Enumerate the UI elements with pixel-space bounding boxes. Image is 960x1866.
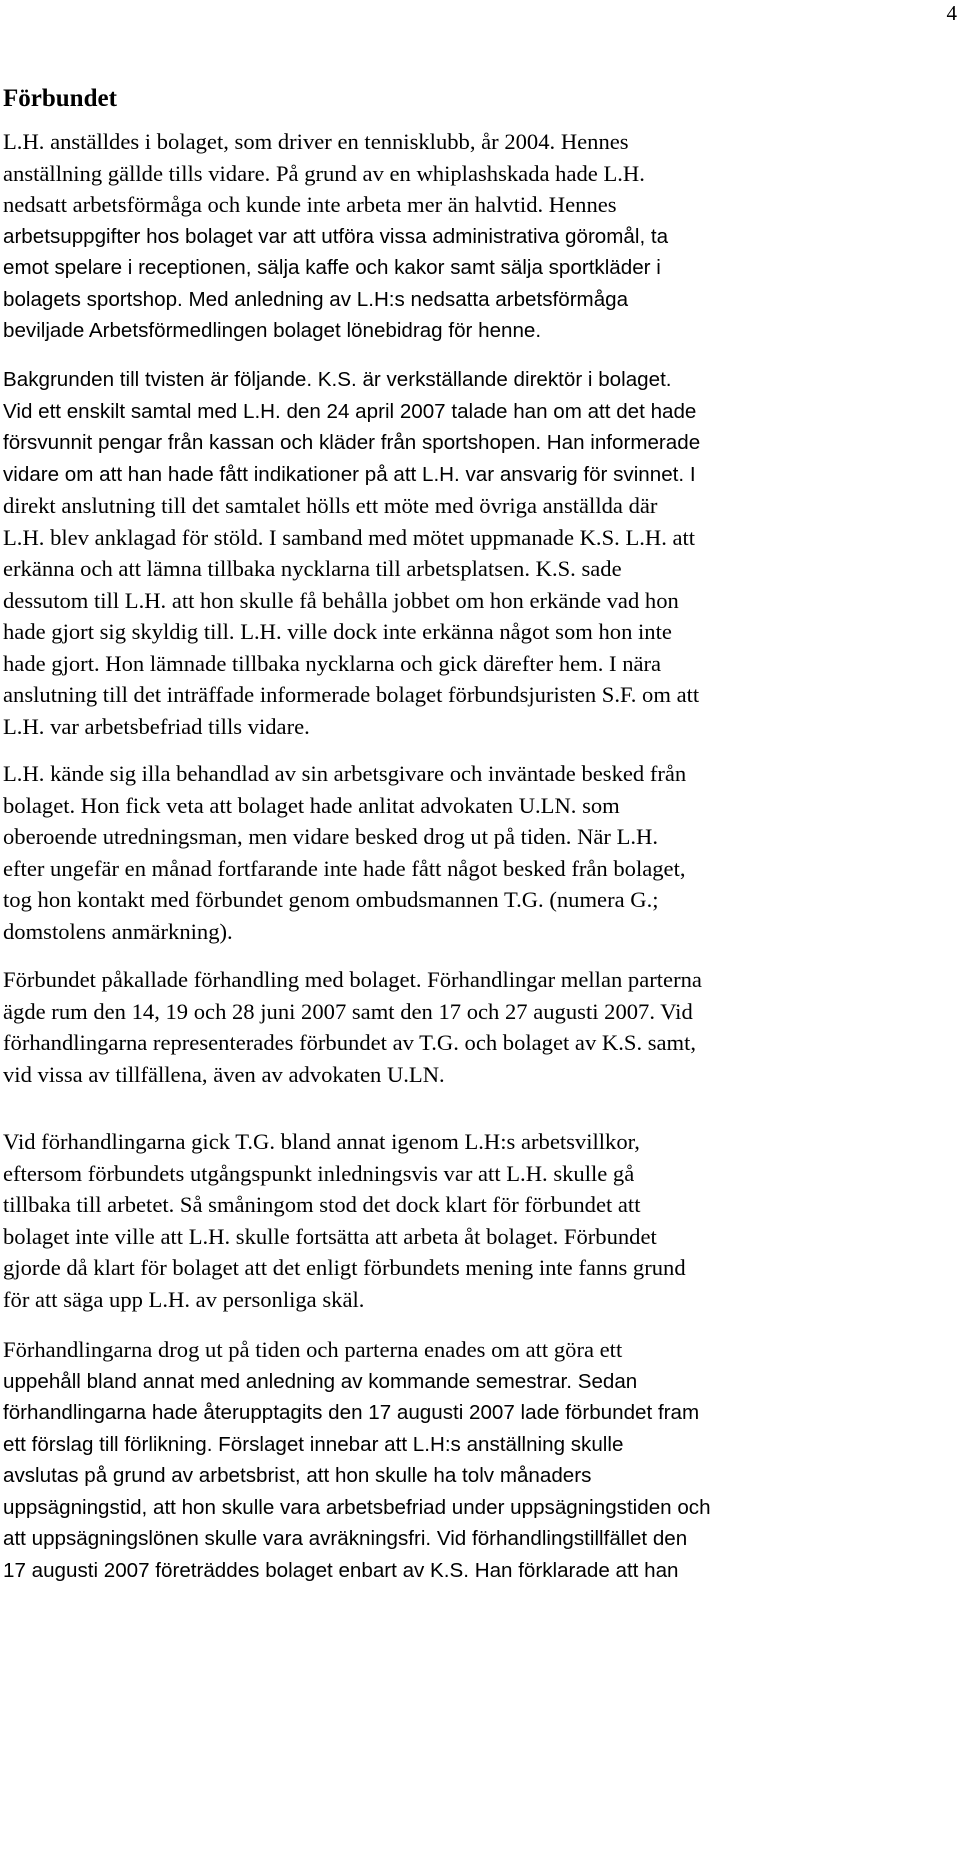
paragraph-line: domstolens anmärkning). — [3, 918, 233, 944]
paragraph-line: Bakgrunden till tvisten är följande. K.S. är verkställande direktör i bolaget. — [3, 368, 672, 391]
paragraph-line: hade gjort. Hon lämnade tillbaka nycklarna och gick därefter hem. I nära — [3, 650, 662, 676]
paragraph-line: oberoende utredningsman, men vidare besked drog ut på tiden. När L.H. — [3, 824, 659, 849]
paragraph-line: nedsatt arbetsförmåga och kunde inte arbeta mer än halvtid. Hennes — [3, 192, 617, 217]
paragraph-line: vid vissa av tillfällena, även av advokaten U.LN. — [3, 1061, 445, 1087]
paragraph-2 — [3, 364, 700, 742]
paragraph-line: Vid ett enskilt samtal med L.H. den 24 april 2007 talade han om att det hade — [3, 399, 697, 423]
paragraph-line: direkt anslutning till det samtalet hölls ett möte med övriga anställda där — [3, 493, 658, 518]
paragraph-line: emot spelare i receptionen, sälja kaffe och kakor samt sälja sportkläder i — [3, 256, 661, 279]
paragraph-line: erkänna och att lämna tillbaka nycklarna till arbetsplatsen. K.S. sade — [3, 556, 622, 581]
paragraph-line: förhandlingarna hade återupptagits den 17 augusti 2007 lade förbundet fram — [3, 1401, 700, 1424]
paragraph-line: ett förslag till förlikning. Förslaget innebar att L.H:s anställning skulle — [3, 1432, 624, 1456]
paragraph-line: arbetsuppgifter hos bolaget var att utföra vissa administrativa göromål, ta — [3, 224, 669, 248]
paragraph-line: L.H. anställdes i bolaget, som driver en tennisklubb, år 2004. Hennes — [3, 129, 629, 154]
paragraph-line: eftersom förbundets utgångspunkt inledningsvis var att L.H. skulle gå — [3, 1160, 635, 1186]
paragraph-1 — [3, 126, 668, 347]
paragraph-line: anställning gällde tills vidare. På grund av en whiplashskada hade L.H. — [3, 160, 645, 186]
paragraph-line: tog hon kontakt med förbundet genom ombudsmannen T.G. (numera G.; — [3, 887, 659, 912]
paragraph-line: L.H. blev anklagad för stöld. I samband med mötet uppmanade K.S. L.H. att — [3, 524, 696, 550]
page-number: 4 — [946, 1, 957, 25]
paragraph-5 — [3, 1126, 686, 1315]
paragraph-line: bolaget inte ville att L.H. skulle fortsätta att arbeta åt bolaget. Förbundet — [3, 1223, 657, 1249]
paragraph-line: ägde rum den 14, 19 och 28 juni 2007 samt den 17 och 27 augusti 2007. Vid — [3, 998, 693, 1024]
paragraph-line: bolagets sportshop. Med anledning av L.H:s nedsatta arbetsförmåga — [3, 287, 629, 311]
paragraph-line: hade gjort sig skyldig till. L.H. ville dock inte erkänna något som hon inte — [3, 619, 672, 644]
paragraph-line: efter ungefär en månad fortfarande inte hade fått något besked från bolaget, — [3, 855, 686, 881]
paragraph-line: gjorde då klart för bolaget att det enligt förbundets mening inte fanns grund — [3, 1255, 686, 1280]
paragraph-line: Förhandlingarna drog ut på tiden och parterna enades om att göra ett — [3, 1337, 623, 1362]
paragraph-line: uppehåll bland annat med anledning av kommande semestrar. Sedan — [3, 1369, 638, 1393]
paragraph-line: avslutas på grund av arbetsbrist, att hon skulle ha tolv månaders — [3, 1464, 592, 1487]
paragraph-line: L.H. var arbetsbefriad tills vidare. — [3, 713, 310, 739]
paragraph-line: att uppsägningslönen skulle vara avräkningsfri. Vid förhandlingstillfället den — [3, 1527, 688, 1550]
paragraph-line: uppsägningstid, att hon skulle vara arbetsbefriad under uppsägningstiden och — [3, 1495, 711, 1519]
paragraph-line: Förbundet påkallade förhandling med bolaget. Förhandlingar mellan parterna — [3, 967, 702, 992]
paragraph-line: för att säga upp L.H. av personliga skäl. — [3, 1286, 365, 1312]
section-heading: Förbundet — [3, 85, 117, 112]
paragraph-line: tillbaka till arbetet. Så småningom stod det dock klart för förbundet att — [3, 1192, 641, 1217]
paragraph-line: Vid förhandlingarna gick T.G. bland annat igenom L.H:s arbetsvillkor, — [3, 1129, 640, 1154]
paragraph-line: försvunnit pengar från kassan och kläder från sportshopen. Han informerade — [3, 431, 701, 454]
paragraph-line: dessutom till L.H. att hon skulle få behålla jobbet om hon erkände vad hon — [3, 587, 679, 613]
paragraph-4 — [3, 964, 702, 1090]
paragraph-line: bolaget. Hon fick veta att bolaget hade anlitat advokaten U.LN. som — [3, 792, 620, 818]
paragraph-line: L.H. kände sig illa behandlad av sin arbetsgivare och inväntade besked från — [3, 761, 687, 786]
paragraph-line: anslutning till det inträffade informerade bolaget förbundsjuristen S.F. om att — [3, 682, 700, 707]
paragraph-line: vidare om att han hade fått indikationer på att L.H. var ansvarig för svinnet. I — [3, 462, 696, 486]
paragraph-line: förhandlingarna representerades förbundet av T.G. och bolaget av K.S. samt, — [3, 1030, 697, 1055]
paragraph-line: beviljade Arbetsförmedlingen bolaget lönebidrag för henne. — [3, 319, 542, 342]
paragraph-6 — [3, 1334, 711, 1586]
paragraph-3 — [3, 758, 686, 947]
paragraph-line: 17 augusti 2007 företräddes bolaget enbart av K.S. Han förklarade att han — [3, 1558, 679, 1582]
